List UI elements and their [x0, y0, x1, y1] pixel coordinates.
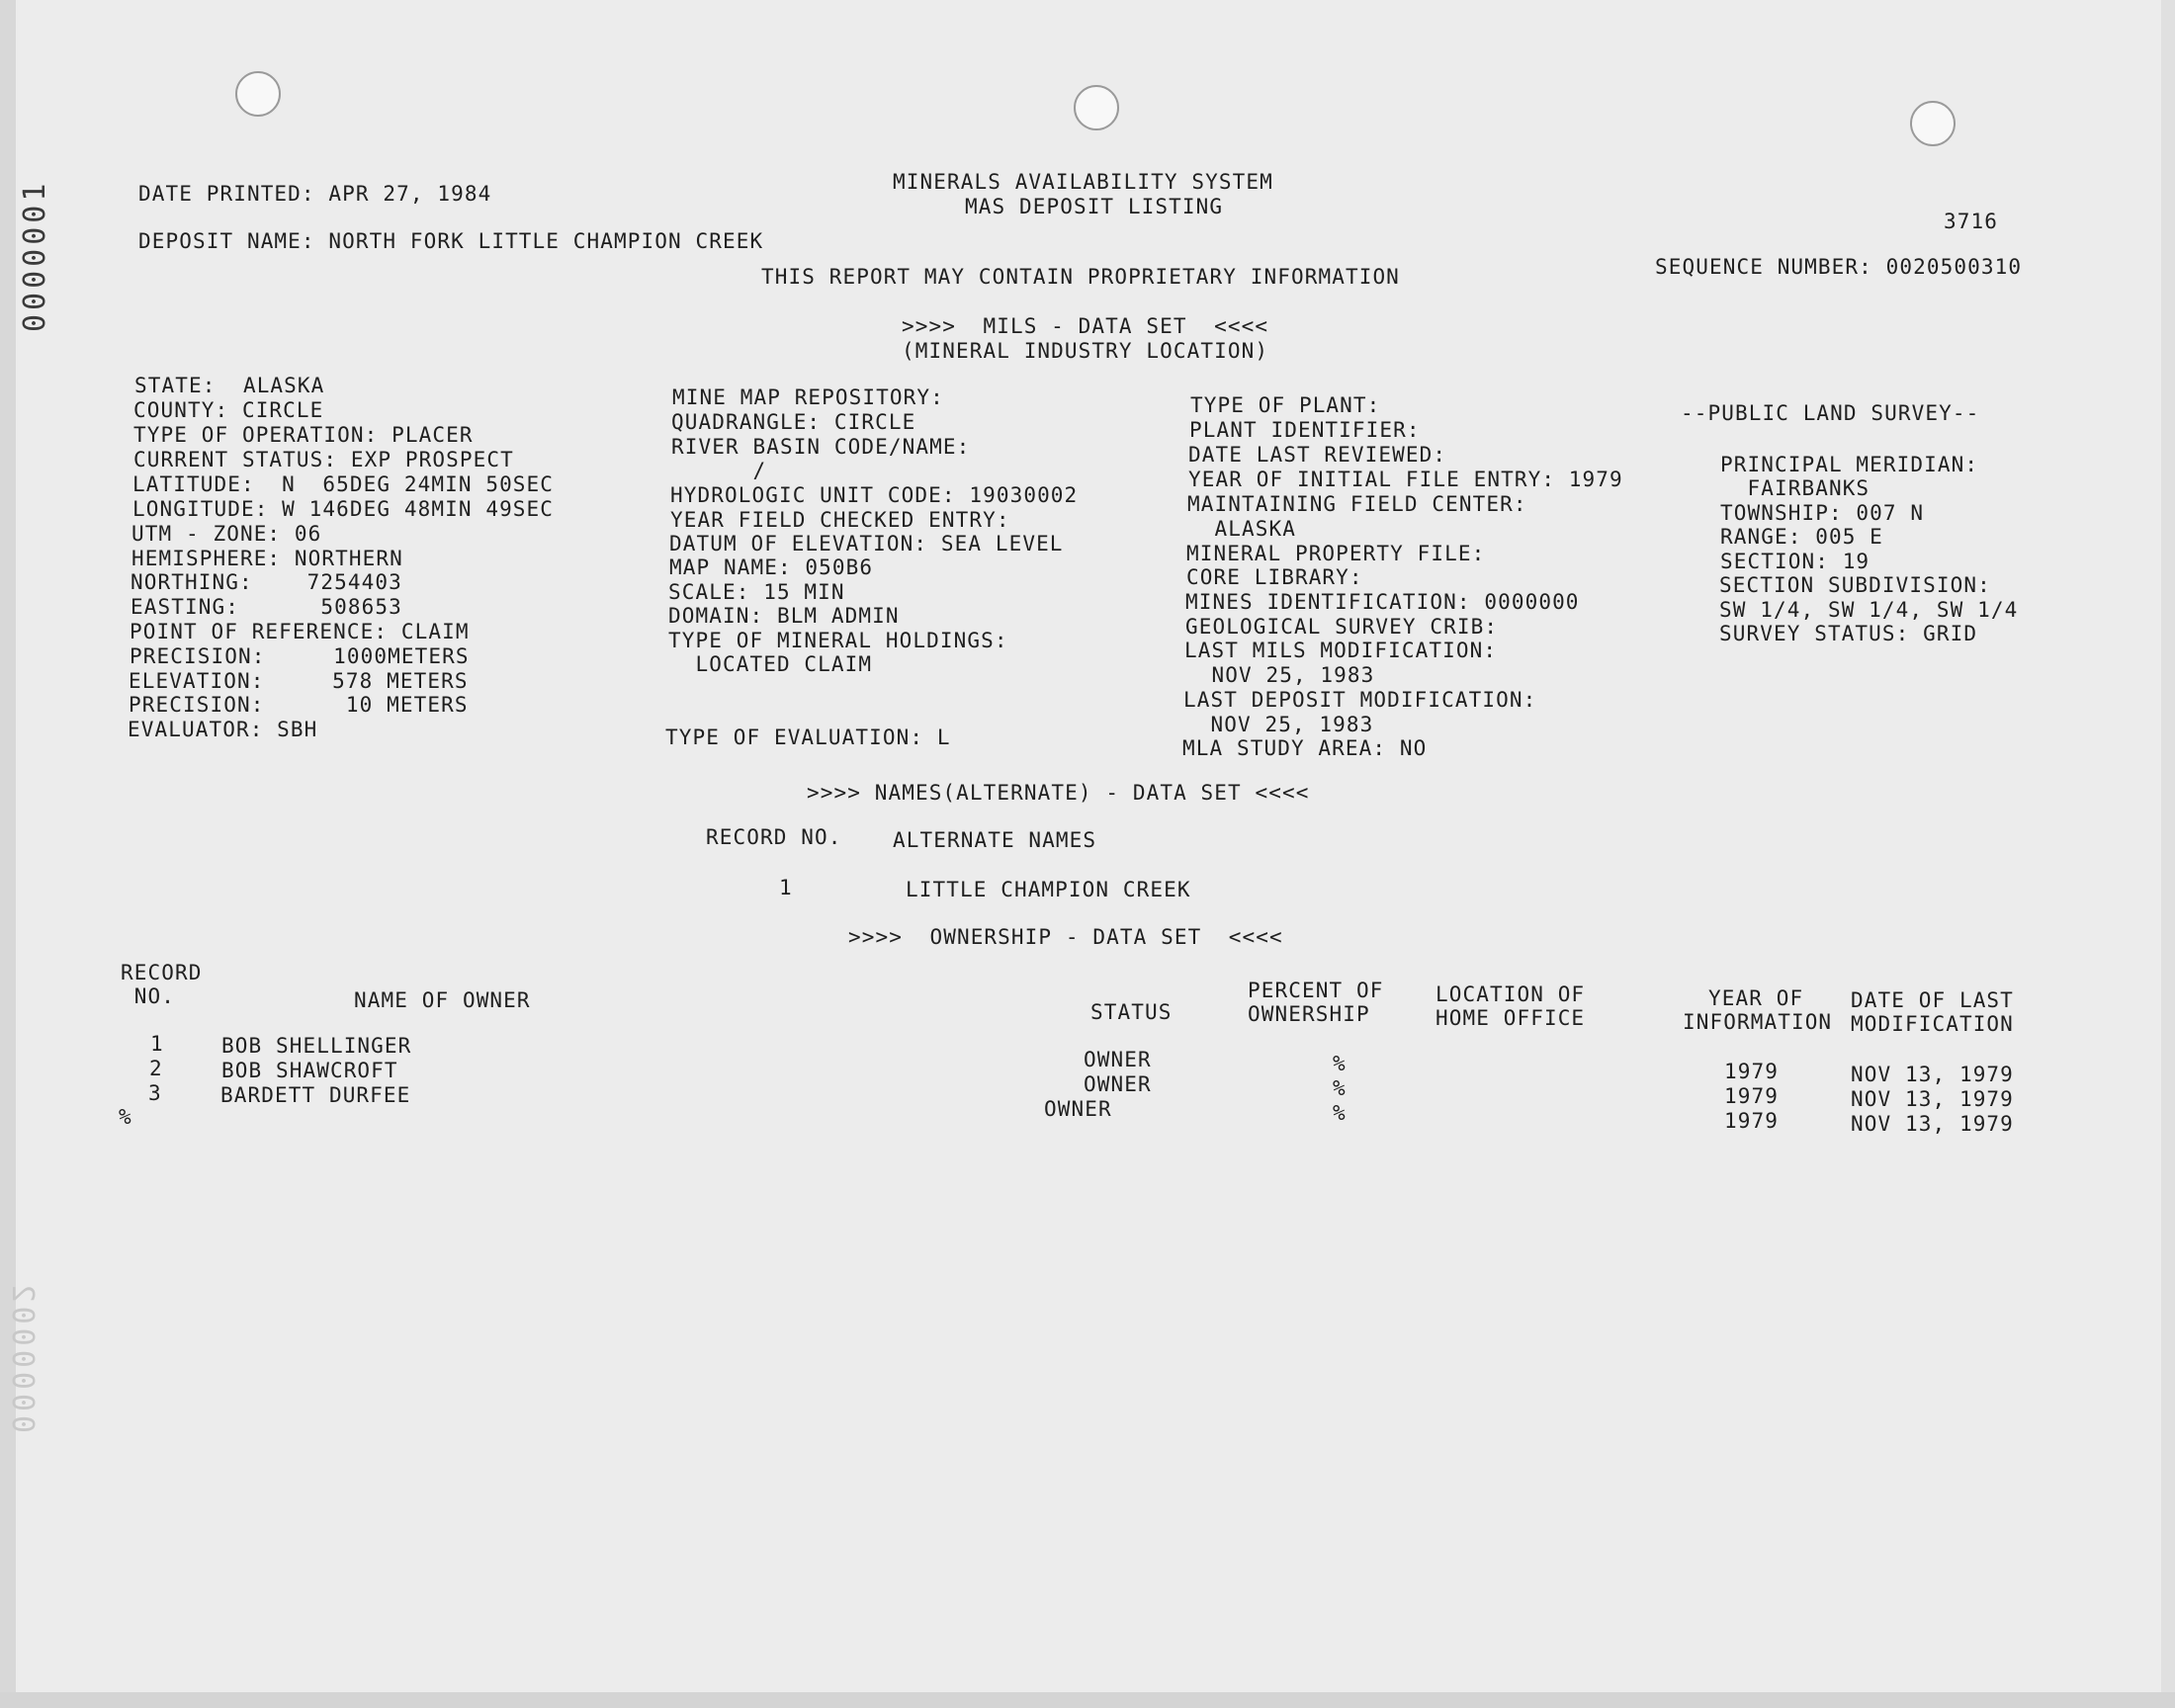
field-core-library: CORE LIBRARY: [1186, 565, 1363, 589]
field-state: STATE: ALASKA [134, 374, 325, 397]
field-point-of-reference: POINT OF REFERENCE: CLAIM [130, 620, 470, 643]
owner-last-modified: NOV 13, 1979 [1851, 1063, 2014, 1086]
owner-percent: % [1333, 1076, 1347, 1100]
field-latitude: LATITUDE: N 65DEG 24MIN 50SEC [132, 472, 555, 496]
field-datum-of-elevation: DATUM OF ELEVATION: SEA LEVEL [669, 532, 1064, 555]
field-elevation: ELEVATION: 578 METERS [129, 669, 469, 693]
alternate-names-heading: >>>> NAMES(ALTERNATE) - DATA SET <<<< [807, 781, 1310, 805]
ownership-header-owner: NAME OF OWNER [354, 988, 531, 1012]
field-evaluation-type: TYPE OF EVALUATION: L [665, 726, 951, 749]
pls-range: RANGE: 005 E [1720, 525, 1883, 549]
mils-heading: >>>> MILS - DATA SET <<<< [902, 314, 1269, 338]
ownership-header-percent-1: PERCENT OF [1248, 979, 1384, 1002]
ownership-header-location-2: HOME OFFICE [1436, 1006, 1586, 1030]
owner-status: OWNER [1044, 1097, 1112, 1121]
field-hemisphere: HEMISPHERE: NORTHERN [131, 547, 403, 570]
owner-percent: % [1333, 1052, 1347, 1075]
field-current-status: CURRENT STATUS: EXP PROSPECT [133, 448, 514, 471]
owner-record-no: 3 [148, 1081, 162, 1105]
field-utm-zone: UTM - ZONE: 06 [131, 522, 322, 546]
pls-section-subdivision: SECTION SUBDIVISION: [1719, 573, 1991, 597]
alternate-name-value: LITTLE CHAMPION CREEK [906, 878, 1191, 901]
field-last-mils-modification-date: NOV 25, 1983 [1184, 663, 1375, 687]
field-hydrologic-unit-code: HYDROLOGIC UNIT CODE: 19030002 [670, 483, 1079, 507]
field-county: COUNTY: CIRCLE [133, 398, 324, 422]
owner-record-no: 1 [150, 1032, 164, 1056]
field-last-deposit-modification: LAST DEPOSIT MODIFICATION: [1183, 688, 1537, 712]
date-printed: DATE PRINTED: APR 27, 1984 [138, 182, 492, 206]
pls-meridian-value: FAIRBANKS [1720, 476, 1870, 500]
ownership-header-percent-2: OWNERSHIP [1248, 1002, 1370, 1026]
punch-hole-center [1074, 85, 1119, 130]
deposit-name: DEPOSIT NAME: NORTH FORK LITTLE CHAMPION CREEK [138, 229, 764, 253]
pls-title: --PUBLIC LAND SURVEY-- [1681, 401, 1980, 425]
field-year-field-checked: YEAR FIELD CHECKED ENTRY: [670, 508, 1010, 532]
pls-subdivision-value: SW 1/4, SW 1/4, SW 1/4 [1719, 598, 2019, 622]
field-domain: DOMAIN: BLM ADMIN [668, 604, 900, 628]
field-plant-identifier: PLANT IDENTIFIER: [1189, 418, 1421, 442]
sequence-number: SEQUENCE NUMBER: 0020500310 [1655, 255, 2023, 279]
field-mines-identification: MINES IDENTIFICATION: 0000000 [1185, 590, 1580, 614]
owner-status: OWNER [1084, 1048, 1152, 1071]
pls-principal-meridian: PRINCIPAL MERIDIAN: [1720, 453, 1979, 476]
trailing-percent-mark: % [119, 1105, 132, 1129]
alternate-names-col-names: ALTERNATE NAMES [893, 828, 1097, 852]
ownership-header-date-1: DATE OF LAST [1851, 988, 2014, 1012]
ownership-header-status: STATUS [1090, 1000, 1173, 1024]
field-initial-file-entry: YEAR OF INITIAL FILE ENTRY: 1979 [1188, 468, 1623, 491]
field-mineral-holdings: TYPE OF MINERAL HOLDINGS: [668, 629, 1008, 652]
ownership-header-location-1: LOCATION OF [1436, 982, 1586, 1006]
field-evaluator: EVALUATOR: SBH [128, 718, 318, 741]
field-geological-survey-crib: GEOLOGICAL SURVEY CRIB: [1185, 615, 1499, 639]
field-field-center: MAINTAINING FIELD CENTER: [1187, 492, 1527, 516]
ownership-heading: >>>> OWNERSHIP - DATA SET <<<< [848, 925, 1283, 949]
owner-name: BARDETT DURFEE [220, 1083, 411, 1107]
scan-right-edge [2161, 0, 2175, 1708]
field-map-name: MAP NAME: 050B6 [669, 555, 874, 579]
scan-left-edge [0, 0, 16, 1708]
field-quadrangle: QUADRANGLE: CIRCLE [671, 410, 916, 434]
field-scale: SCALE: 15 MIN [668, 580, 845, 604]
owner-year: 1979 [1724, 1084, 1779, 1108]
owner-status: OWNER [1084, 1072, 1152, 1096]
field-precision-location: PRECISION: 1000METERS [130, 644, 470, 668]
field-river-basin: RIVER BASIN CODE/NAME: [671, 435, 971, 459]
owner-name: BOB SHELLINGER [221, 1034, 412, 1058]
field-easting: EASTING: 508653 [130, 595, 402, 619]
system-title: MINERALS AVAILABILITY SYSTEM [893, 170, 1273, 194]
field-mine-map-repository: MINE MAP REPOSITORY: [672, 385, 944, 409]
field-longitude: LONGITUDE: W 146DEG 48MIN 49SEC [132, 497, 555, 521]
owner-year: 1979 [1724, 1109, 1779, 1133]
ownership-header-date-2: MODIFICATION [1851, 1012, 2014, 1036]
ownership-header-record: RECORD [121, 961, 203, 984]
ownership-header-year-2: INFORMATION [1683, 1010, 1833, 1034]
film-frame-number: 0000001 [18, 179, 52, 332]
field-mineral-property-file: MINERAL PROPERTY FILE: [1186, 542, 1486, 565]
field-mla-study-area: MLA STUDY AREA: NO [1182, 736, 1428, 760]
field-last-mils-modification: LAST MILS MODIFICATION: [1184, 639, 1498, 662]
punch-hole-right [1910, 101, 1956, 146]
pls-township: TOWNSHIP: 007 N [1720, 501, 1925, 525]
field-last-deposit-modification-date: NOV 25, 1983 [1183, 713, 1374, 736]
field-operation-type: TYPE OF OPERATION: PLACER [133, 423, 474, 447]
scan-bottom-edge [0, 1692, 2175, 1708]
field-northing: NORTHING: 7254403 [130, 570, 402, 594]
field-field-center-value: ALASKA [1187, 517, 1296, 541]
owner-percent: % [1333, 1101, 1347, 1125]
field-river-basin-value: / [671, 459, 767, 482]
punch-hole-left [235, 71, 281, 117]
page-code: 3716 [1944, 210, 1998, 233]
listing-title: MAS DEPOSIT LISTING [965, 195, 1224, 218]
alternate-names-col-record: RECORD NO. [706, 825, 842, 849]
film-frame-number-ghost: 0000002 [5, 1280, 40, 1433]
ownership-header-record-no: NO. [121, 984, 175, 1008]
field-type-of-plant: TYPE OF PLANT: [1190, 393, 1381, 417]
field-date-last-reviewed: DATE LAST REVIEWED: [1188, 443, 1447, 467]
pls-section: SECTION: 19 [1720, 550, 1870, 573]
owner-name: BOB SHAWCROFT [221, 1059, 398, 1082]
pls-survey-status: SURVEY STATUS: GRID [1719, 622, 1978, 645]
owner-year: 1979 [1724, 1060, 1779, 1083]
field-mineral-holdings-value: LOCATED CLAIM [668, 652, 873, 676]
field-precision-elevation: PRECISION: 10 METERS [129, 693, 469, 717]
mils-subheading: (MINERAL INDUSTRY LOCATION) [902, 339, 1269, 363]
owner-last-modified: NOV 13, 1979 [1851, 1112, 2014, 1136]
owner-record-no: 2 [149, 1057, 163, 1080]
alternate-name-record-no: 1 [779, 876, 793, 899]
owner-last-modified: NOV 13, 1979 [1851, 1087, 2014, 1111]
ownership-header-year-1: YEAR OF [1708, 986, 1804, 1010]
proprietary-notice: THIS REPORT MAY CONTAIN PROPRIETARY INFORMATION [761, 265, 1400, 289]
